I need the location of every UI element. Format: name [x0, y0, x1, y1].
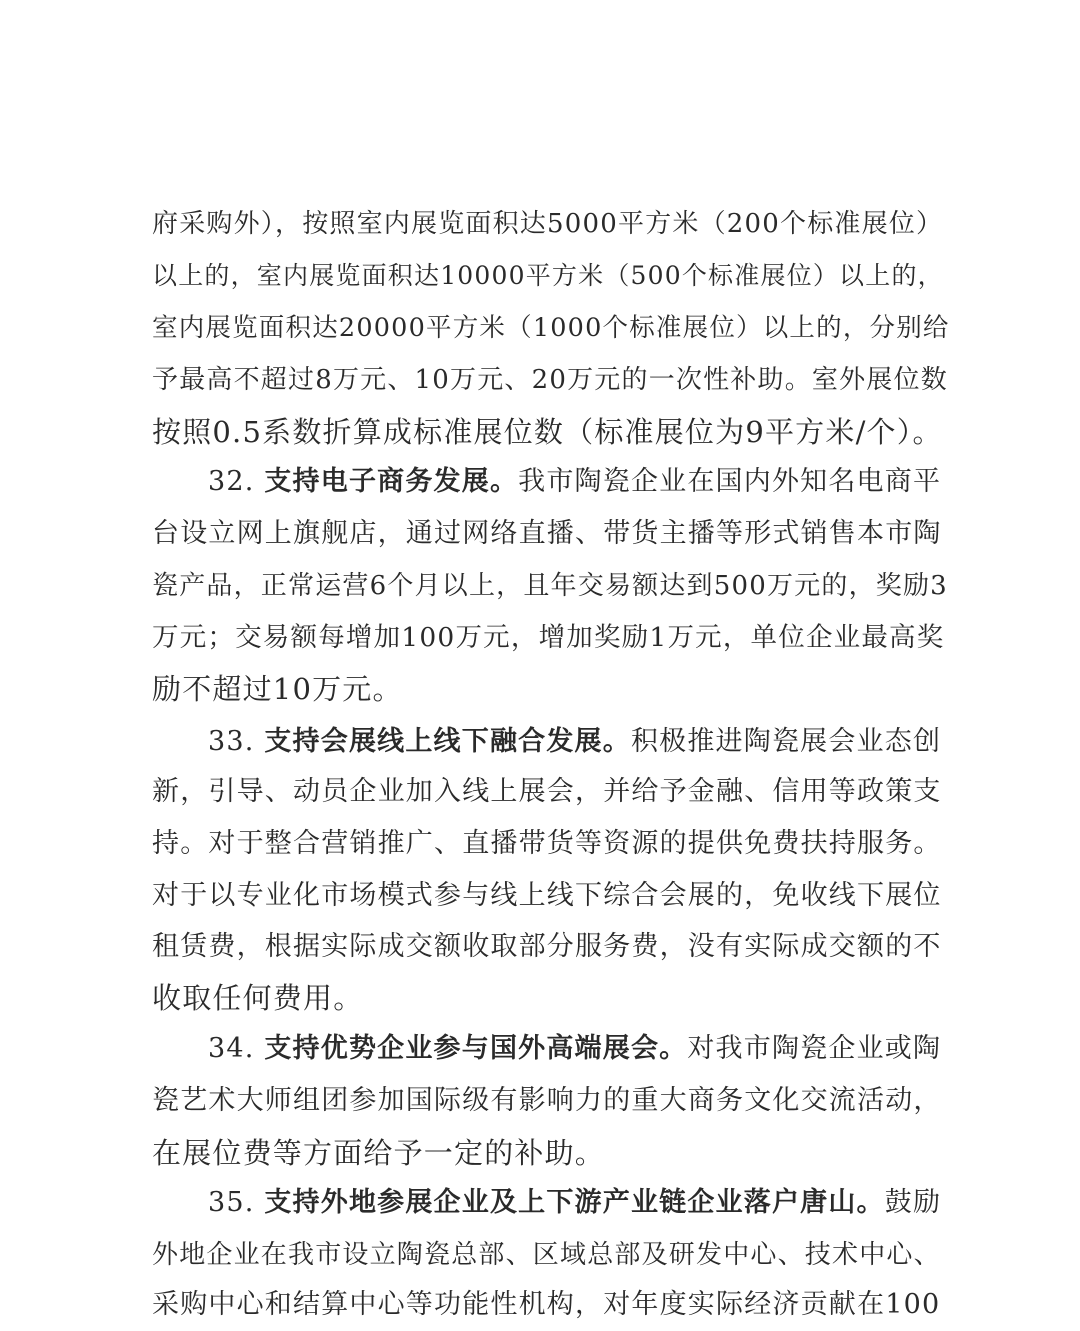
text-line	[152, 250, 952, 302]
text-line	[152, 663, 952, 715]
paragraph-first-line	[208, 1177, 952, 1229]
line-text: 瓷产品，正常运营6个月以上，且年交易额达到500万元的，奖励3	[152, 571, 948, 601]
line-text: 收取任何费用。	[152, 981, 364, 1015]
item-text: 积极推进陶瓷展会业态创	[630, 726, 942, 757]
line-text: 按照0.5系数折算成标准展位数（标准展位为9平方米/个）。	[152, 415, 943, 449]
text-line	[152, 302, 952, 354]
paragraph-first-line	[208, 1023, 952, 1075]
item-heading: 支持外地参展企业及上下游产业链企业落户唐山。	[264, 1187, 885, 1218]
text-line	[152, 612, 952, 664]
item-heading: 支持优势企业参与国外高端展会。	[264, 1033, 688, 1064]
text-line	[152, 1229, 952, 1281]
text-line	[152, 1075, 952, 1127]
line-text: 采购中心和结算中心等功能性机构，对年度实际经济贡献在100	[152, 1289, 941, 1320]
line-text: 持。对于整合营销推广、直播带货等资源的提供免费扶持服务。	[152, 828, 942, 859]
text-line	[152, 354, 952, 406]
text-line	[152, 198, 952, 250]
line-text: 励不超过10万元。	[152, 672, 403, 706]
item-text: 我市陶瓷企业在国内外知名电商平	[518, 466, 942, 497]
line-text: 府采购外），按照室内展览面积达5000平方米（200个标准展位）	[152, 209, 944, 239]
text-line	[152, 870, 952, 922]
item-number: 34.	[208, 1033, 255, 1064]
item-number: 35.	[208, 1187, 255, 1218]
item-number: 33.	[208, 726, 255, 757]
line-text: 新，引导、动员企业加入线上展会，并给予金融、信用等政策支	[152, 776, 942, 807]
item-number: 32.	[208, 466, 255, 497]
text-line	[152, 972, 952, 1024]
line-text: 万元；交易额每增加100万元，增加奖励1万元，单位企业最高奖	[152, 622, 945, 653]
text-line	[152, 406, 952, 458]
line-text: 以上的，室内展览面积达10000平方米（500个标准展位）以上的，	[152, 261, 944, 290]
line-text: 瓷艺术大师组团参加国际级有影响力的重大商务文化交流活动，	[152, 1085, 942, 1116]
item-heading: 支持电子商务发展。	[264, 466, 519, 497]
text-line	[152, 508, 952, 560]
line-text: 室内展览面积达20000平方米（1000个标准展位）以上的，分别给	[152, 313, 950, 343]
text-line	[152, 1127, 952, 1179]
line-text: 外地企业在我市设立陶瓷总部、区域总部及研发中心、技术中心、	[152, 1240, 941, 1270]
text-line	[152, 560, 952, 612]
line-text: 予最高不超过8万元、10万元、20万元的一次性补助。室外展位数	[152, 365, 948, 395]
item-text: 对我市陶瓷企业或陶	[687, 1033, 942, 1064]
text-line	[152, 921, 952, 973]
line-text: 台设立网上旗舰店，通过网络直播、带货主播等形式销售本市陶	[152, 518, 942, 549]
line-text: 租赁费，根据实际成交额收取部分服务费，没有实际成交额的不	[152, 931, 942, 962]
line-text: 对于以专业化市场模式参与线上线下综合会展的，免收线下展位	[152, 880, 942, 911]
text-line	[152, 1279, 952, 1331]
text-line	[152, 766, 952, 818]
text-line	[152, 818, 952, 870]
item-text: 鼓励	[884, 1187, 942, 1218]
line-text: 在展位费等方面给予一定的补助。	[152, 1136, 606, 1170]
paragraph-first-line	[208, 456, 952, 508]
item-heading: 支持会展线上线下融合发展。	[264, 726, 631, 757]
paragraph-first-line	[208, 716, 952, 768]
